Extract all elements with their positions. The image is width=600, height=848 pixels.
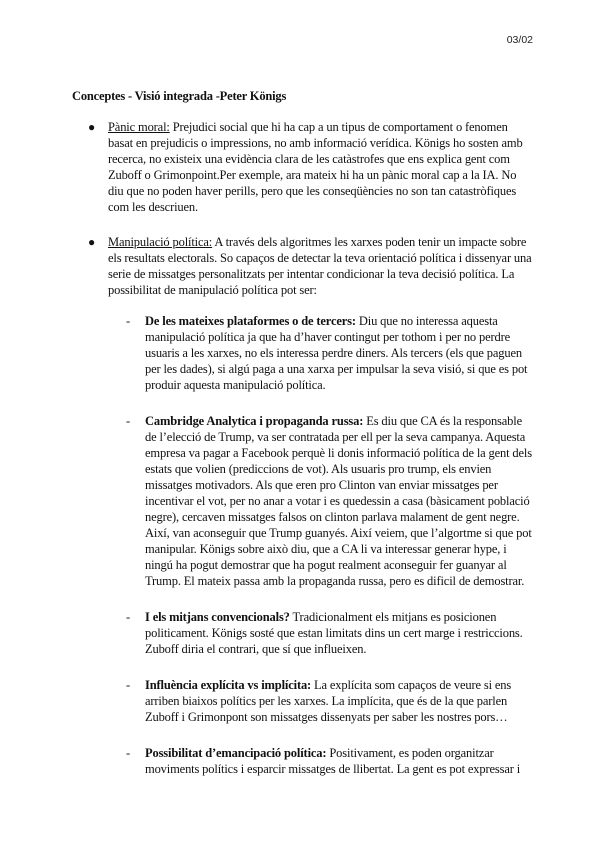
sub-item-influencia <box>72 677 532 725</box>
page-title: Conceptes - Visió integrada -Peter Königs <box>72 89 287 103</box>
sub-item-text: Diu que no interessa aquesta manipulació política ja que ha d’haver contingut per tothom i per no perdre usuaris a les xarxes, no els interessa perdre diners. Als tercers (els que paguen per les dades), si algú paga a una xarxa per impulsar la seva visió, si que es pot produir aquesta manipulació política. <box>145 314 528 392</box>
bullet-item-panic-moral <box>72 119 532 215</box>
sub-item-text: Es diu que CA és la responsable de l’elecció de Trump, va ser contratada per ell per la seva campanya. Aquesta empresa va pagar a Facebook perquè li donis informació política de la gent dels estats que volien (prediccions de vot). Als usuaris pro trump, els envien missatges motivadors. Als que eren pro Clinton van enviar missatges per incentivar el vot, per no anar a votar i es quedessin a casa (bàsicament població negre), cercaven missatges falsos on clinton parlava malament de gent negre. Així, van aconseguir que Trump guanyés. Així veiem, que l’algortme si que pot manipular. Königs sobre això diu, que a CA li va interessar generar hype, i ningú ha pogut demostrar que ha pogut realment aconseguir fer guanyar al Trump. El mateix passa amb la propaganda russa, pero es dificil de demostrar. <box>145 414 532 588</box>
page-date: 03/02 <box>506 34 533 46</box>
sub-item-term: Influència explícita vs implícita: <box>145 678 312 692</box>
sub-item-cambridge-analytica <box>72 413 532 589</box>
bullet-text: Prejudici social que hi ha cap a un tipus de comportament o fenomen basat en prejudicis o impressions, no amb informació verídica. Königs ho sosten amb recerca, no existeix una evidència clara de les catàstrofes que ens explica gent com Zuboff o Grimonpoint.Per exemple, ara mateix hi ha un pànic moral cap a la IA. No diu que no poden haver perills, pero que les conseqüències no son tan catastròfiques com les descriuen. <box>108 120 523 214</box>
sub-item-term: De les mateixes plataformes o de tercers: <box>145 314 356 328</box>
bullet-dot-icon: ● <box>88 120 96 134</box>
bullet-dot-icon: ● <box>88 235 96 249</box>
sub-item-term: Cambridge Analytica i propaganda russa: <box>145 414 364 428</box>
bullet-text: A través dels algoritmes les xarxes poden tenir un impacte sobre els resultats electorals. So capaços de detectar la teva orientació política i dissenyar una serie de missatges personalitzats per intentar condicionar la teva decisió política. La possibilitat de manipulació política pot ser: <box>108 235 532 297</box>
dash-marker-icon: - <box>126 314 131 328</box>
dash-marker-icon: - <box>126 746 131 760</box>
sub-item-emancipacio <box>72 745 532 777</box>
sub-item-plataformes-tercers <box>72 313 532 393</box>
bullet-item-manipulacio-politica <box>72 234 532 298</box>
sub-item-text: La explícita som capaços de veure si ens arriben biaixos polítics per les xarxes. La implícita, que és de la que parlen Zuboff i Grimonpont son missatges dissenyats per saber les nostres pors… <box>145 678 512 724</box>
sub-item-mitjans-convencionals <box>72 609 532 657</box>
dash-marker-icon: - <box>126 414 131 428</box>
dash-marker-icon: - <box>126 610 131 624</box>
dash-marker-icon: - <box>126 678 131 692</box>
bullet-term: Pànic moral: <box>108 120 170 134</box>
document-body <box>72 119 532 797</box>
sub-item-text: Tradicionalment els mitjans es posicionen politicament. Königs sosté que estan limitats dins un cert marge i restriccions. Zuboff diria el contrari, que sí que influeixen. <box>145 610 523 656</box>
sub-item-term: Possibilitat d’emancipació política: <box>145 746 327 760</box>
bullet-term: Manipulació política: <box>108 235 213 249</box>
sub-item-term: I els mitjans convencionals? <box>145 610 290 624</box>
sub-item-text: Positivament, es poden organitzar moviments polítics i esparcir missatges de llibertat. La gent es pot expressar i <box>145 746 521 776</box>
